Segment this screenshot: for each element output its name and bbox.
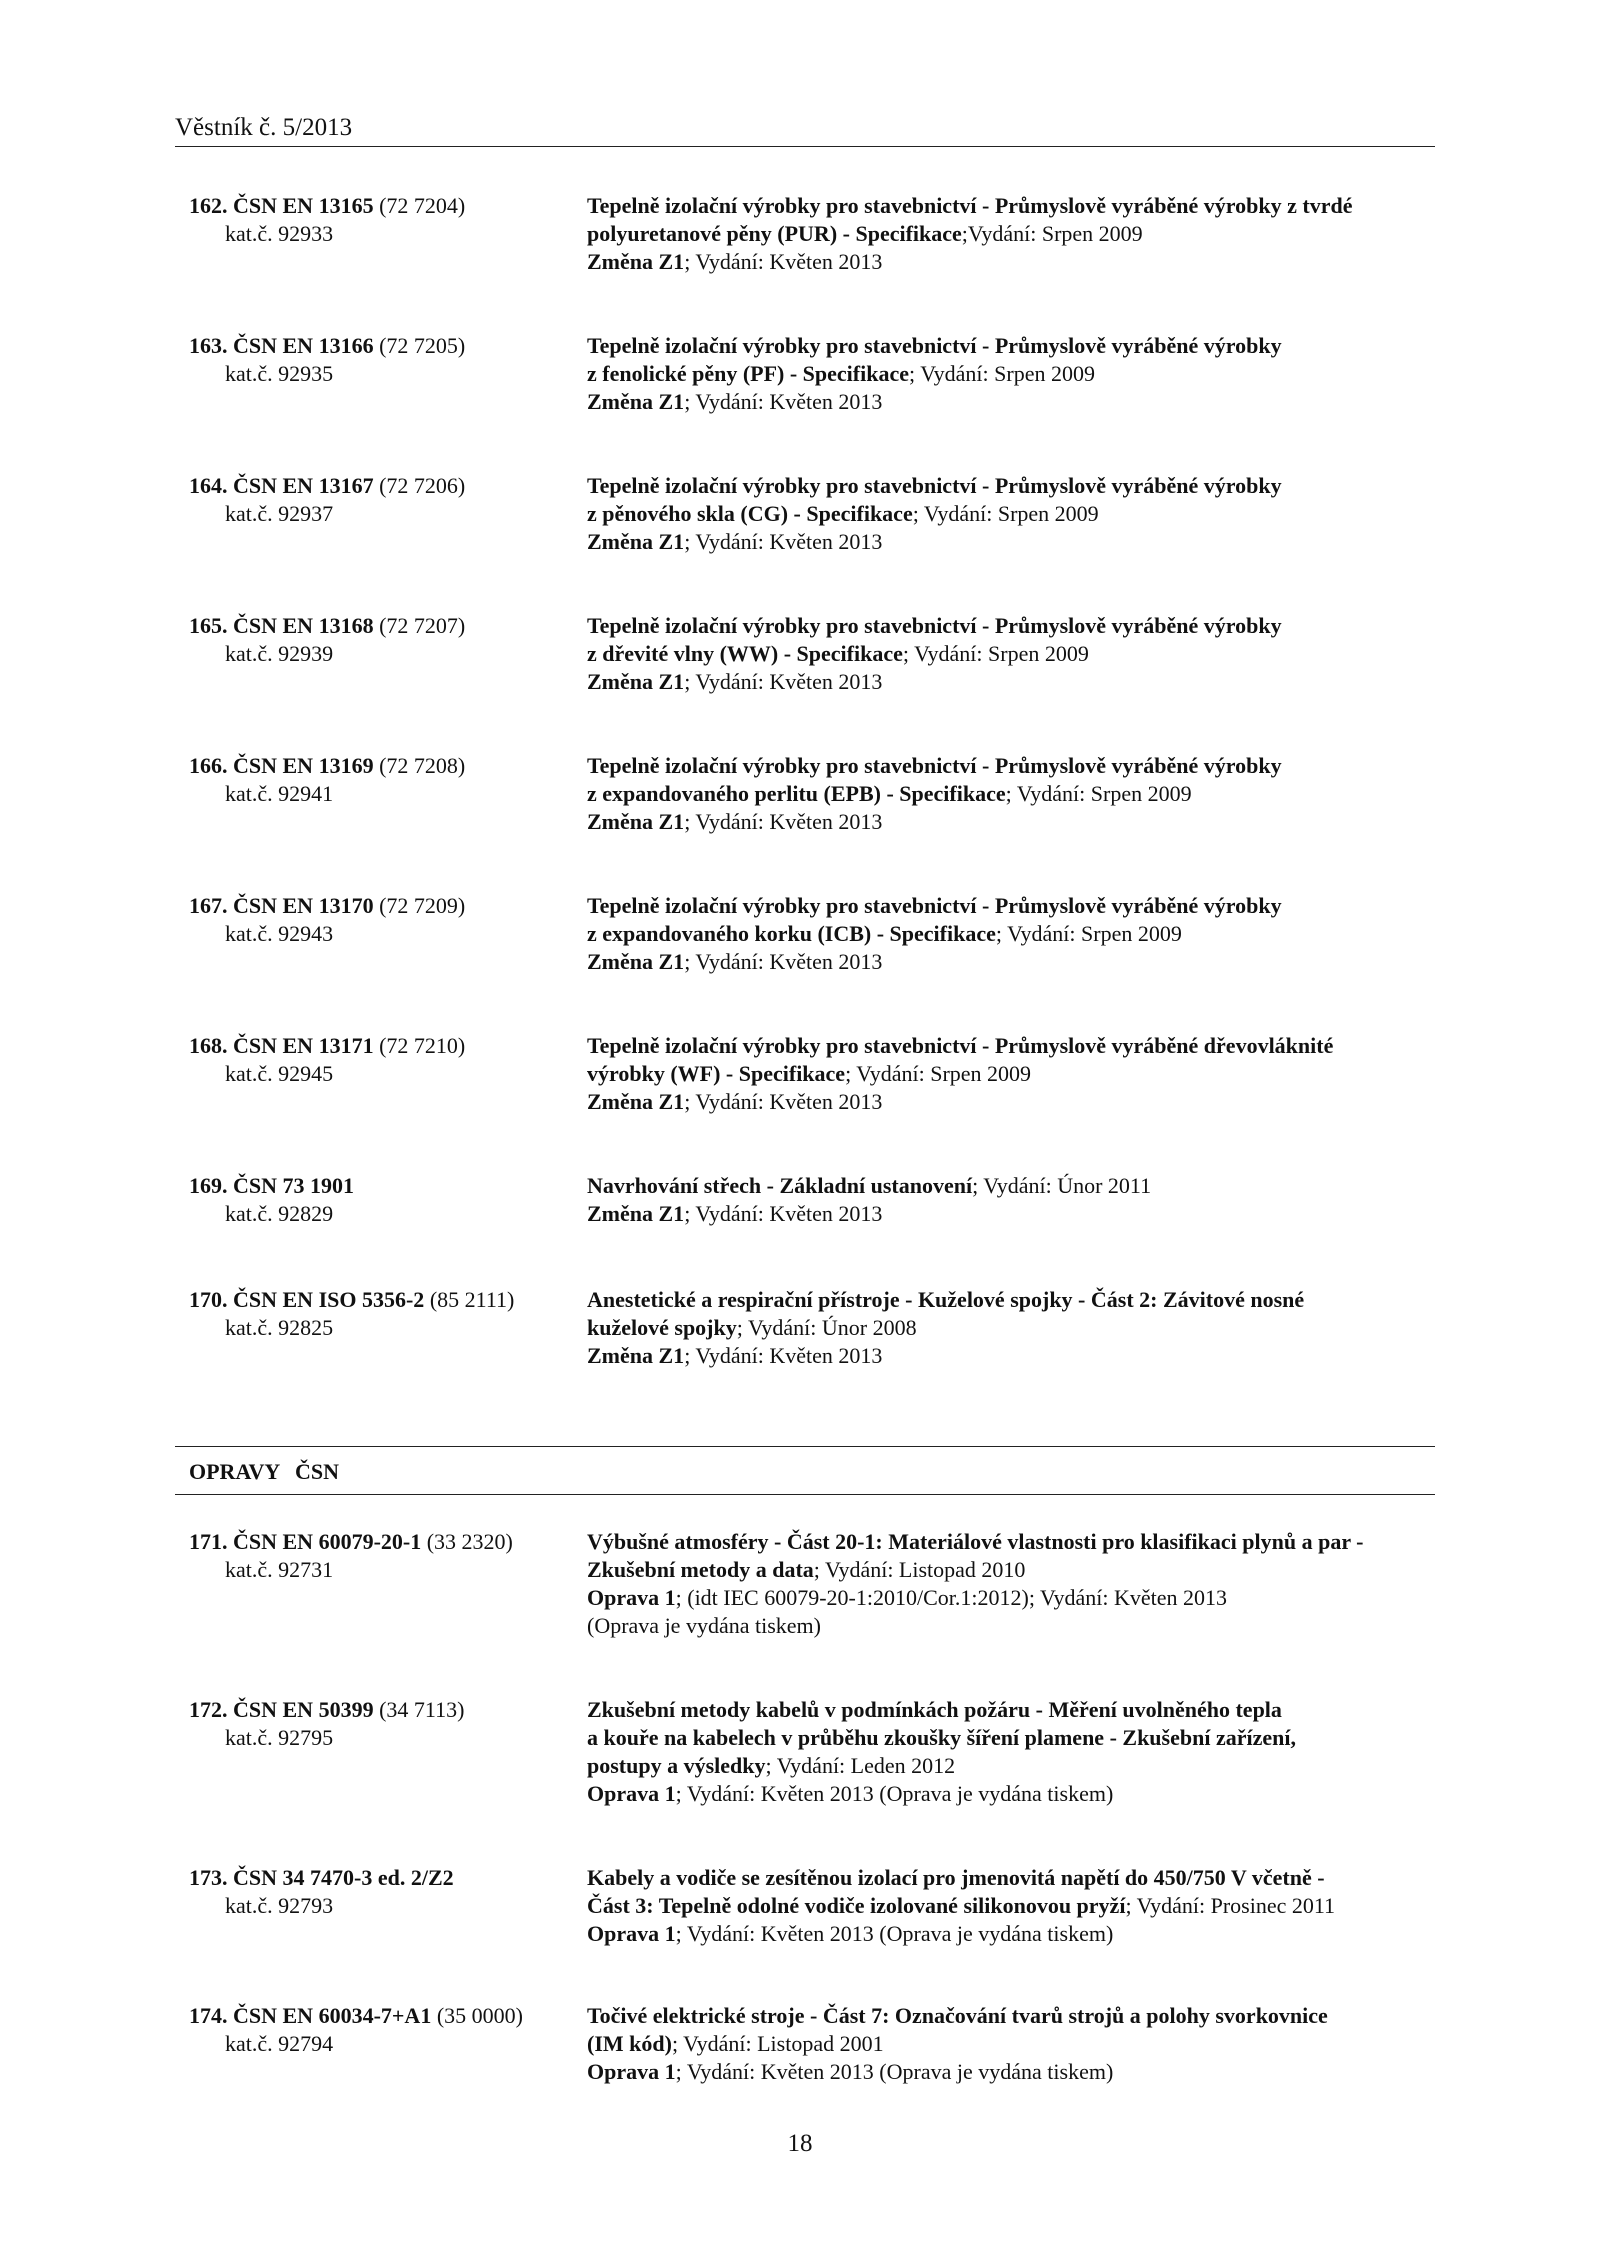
standard-entry [175,192,1435,276]
bold-text: Změna Z1 [587,1089,685,1114]
classification-code: (72 7204) [379,193,466,218]
entry-identifier [175,2002,587,2086]
catalog-number: kat.č. 92937 [225,501,334,526]
entry-code-line [175,752,587,780]
entry-description [587,332,1435,416]
entry-description [587,192,1435,276]
description-line [587,1780,1435,1808]
plain-text: ; Vydání: Listopad 2001 [671,2031,884,2056]
bold-text: z fenolické pěny (PF) - Specifikace [587,361,909,386]
plain-text: ; Vydání: Únor 2008 [736,1315,917,1340]
plain-text: ; Vydání: Květen 2013 [684,1201,883,1226]
description-line [587,1556,1435,1584]
description-line [587,892,1435,920]
description-line [587,780,1435,808]
entry-identifier [175,472,587,556]
plain-text: ; Vydání: Květen 2013 [684,249,883,274]
entry-code-line [175,2002,587,2030]
entry-code-line [175,1172,587,1200]
description-line [587,1314,1435,1342]
bold-text: z expandovaného korku (ICB) - Specifikace [587,921,996,946]
description-line [587,528,1435,556]
bold-text: Oprava 1 [587,2059,676,2084]
standard-entry [175,892,1435,976]
standard-code: ČSN 73 1901 [233,1173,355,1198]
description-line [587,2002,1435,2030]
entry-identifier [175,1286,587,1370]
bold-text: Zkušební metody a data [587,1557,814,1582]
standard-entry [175,472,1435,556]
bold-text: (IM kód) [587,2031,672,2056]
plain-text: ; Vydání: Květen 2013 [684,809,883,834]
entry-identifier [175,1172,587,1228]
plain-text: ; Vydání: Prosinec 2011 [1125,1893,1336,1918]
bold-text: Navrhování střech - Základní ustanovení [587,1173,973,1198]
entry-code-line [175,192,587,220]
standard-entry [175,1032,1435,1116]
description-line [587,1752,1435,1780]
plain-text: ; Vydání: Květen 2013 [684,1343,883,1368]
description-line [587,1724,1435,1752]
catalog-number: kat.č. 92795 [225,1725,334,1750]
description-line [587,808,1435,836]
entry-code-line [175,1286,587,1314]
entry-code-line [175,1864,587,1892]
standard-code: ČSN EN 60079-20-1 [233,1529,422,1554]
entry-code-line [175,1528,587,1556]
description-line [587,360,1435,388]
bold-text: Tepelně izolační výrobky pro stavebnictví - Průmyslově vyráběné dřevovláknité [587,1033,1334,1058]
description-line [587,2030,1435,2058]
bold-text: Anestetické a respirační přístroje - Kuželové spojky - Část 2: Závitové nosné [587,1287,1305,1312]
plain-text: ; Vydání: Listopad 2010 [813,1557,1026,1582]
plain-text: ; Vydání: Leden 2012 [765,1753,956,1778]
plain-text: ; Vydání: Srpen 2009 [995,921,1182,946]
bold-text: postupy a výsledky [587,1753,766,1778]
bold-text: Změna Z1 [587,529,685,554]
standard-entry [175,1528,1435,1640]
catalog-number: kat.č. 92941 [225,781,334,806]
header-rule [175,146,1435,147]
description-line [587,1864,1435,1892]
plain-text: ; Vydání: Květen 2013 (Oprava je vydána tiskem) [675,1921,1114,1946]
description-line [587,500,1435,528]
bold-text: Tepelně izolační výrobky pro stavebnictví - Průmyslově vyráběné výrobky [587,333,1282,358]
section-rule-bottom [175,1494,1435,1495]
bold-text: Změna Z1 [587,249,685,274]
entry-identifier [175,612,587,696]
description-line [587,640,1435,668]
entry-code-line [175,892,587,920]
entry-number: 162. [189,193,228,218]
catalog-number: kat.č. 92943 [225,921,334,946]
standard-entry [175,332,1435,416]
standard-code: ČSN EN 13169 [233,753,374,778]
bold-text: Změna Z1 [587,389,685,414]
entry-description [587,1172,1435,1228]
classification-code: (72 7205) [379,333,466,358]
classification-code: (72 7210) [379,1033,466,1058]
standard-code: ČSN EN 13170 [233,893,374,918]
entry-number: 164. [189,473,228,498]
entry-description [587,752,1435,836]
description-line [587,1892,1435,1920]
catalog-number: kat.č. 92935 [225,361,334,386]
classification-code: (72 7209) [379,893,466,918]
catalog-number: kat.č. 92829 [225,1201,334,1226]
description-line [587,1528,1435,1556]
bold-text: Tepelně izolační výrobky pro stavebnictví - Průmyslově vyráběné výrobky [587,473,1282,498]
standard-code: ČSN EN 50399 [233,1697,374,1722]
bold-text: Část 3: Tepelně odolné vodiče izolované silikonovou pryží [587,1893,1126,1918]
section-title: OPRAVY ČSN [189,1459,339,1484]
plain-text: ; Vydání: Srpen 2009 [1005,781,1192,806]
classification-code: (33 2320) [426,1529,513,1554]
description-line [587,1060,1435,1088]
entry-description [587,612,1435,696]
plain-text: ; Vydání: Květen 2013 [684,669,883,694]
standard-code: ČSN EN 13166 [233,333,374,358]
entry-number: 173. [189,1865,228,1890]
entry-number: 167. [189,893,228,918]
description-line [587,472,1435,500]
entry-code-line [175,1696,587,1724]
standard-entry [175,752,1435,836]
description-line [587,1920,1435,1948]
bold-text: Tepelně izolační výrobky pro stavebnictví - Průmyslově vyráběné výrobky [587,893,1282,918]
bold-text: z expandovaného perlitu (EPB) - Specifikace [587,781,1006,806]
catalog-number: kat.č. 92933 [225,221,334,246]
description-line [587,192,1435,220]
description-line [587,1032,1435,1060]
bold-text: Tepelně izolační výrobky pro stavebnictví - Průmyslově vyráběné výrobky z tvrdé [587,193,1353,218]
entry-description [587,1286,1435,1370]
description-line [587,248,1435,276]
entry-number: 174. [189,2003,228,2028]
plain-text: ; Vydání: Únor 2011 [972,1173,1152,1198]
description-line [587,920,1435,948]
description-line [587,2058,1435,2086]
standard-code: ČSN EN 13167 [233,473,374,498]
bold-text: Oprava 1 [587,1781,676,1806]
classification-code: (72 7208) [379,753,466,778]
description-line [587,388,1435,416]
entry-identifier [175,752,587,836]
page-header: Věstník č. 5/2013 [175,114,353,141]
bold-text: Oprava 1 [587,1585,676,1610]
entry-description [587,472,1435,556]
bold-text: výrobky (WF) - Specifikace [587,1061,846,1086]
description-line [587,1584,1435,1612]
page-number: 18 [787,2130,813,2157]
bold-text: Točivé elektrické stroje - Část 7: Označování tvarů strojů a polohy svorkovnice [587,2003,1328,2028]
description-line [587,948,1435,976]
plain-text: ; (idt IEC 60079-20-1:2010/Cor.1:2012); Vydání: Květen 2013 [675,1585,1228,1610]
bold-text: Oprava 1 [587,1921,676,1946]
bold-text: z dřevité vlny (WW) - Specifikace [587,641,903,666]
catalog-number: kat.č. 92939 [225,641,334,666]
plain-text: ; Vydání: Srpen 2009 [912,501,1099,526]
entry-number: 166. [189,753,228,778]
entry-number: 163. [189,333,228,358]
bold-text: z pěnového skla (CG) - Specifikace [587,501,913,526]
description-line [587,1172,1435,1200]
classification-code: (35 0000) [436,2003,523,2028]
bold-text: Výbušné atmosféry - Část 20-1: Materiálové vlastnosti pro klasifikaci plynů a par - [587,1529,1364,1554]
entry-code-line [175,612,587,640]
catalog-number: kat.č. 92945 [225,1061,334,1086]
bold-text: Změna Z1 [587,949,685,974]
entry-code-line [175,332,587,360]
standard-entry [175,1864,1435,1948]
standard-entry [175,1286,1435,1370]
entry-description [587,2002,1435,2086]
standard-entry [175,1696,1435,1808]
description-line [587,1088,1435,1116]
plain-text: ; Vydání: Srpen 2009 [845,1061,1032,1086]
description-line [587,1342,1435,1370]
bold-text: Změna Z1 [587,1343,685,1368]
entry-number: 170. [189,1287,228,1312]
bold-text: Změna Z1 [587,1201,685,1226]
entry-code-line [175,1032,587,1060]
bold-text: Kabely a vodiče se zesítěnou izolací pro jmenovitá napětí do 450/750 V včetně - [587,1865,1325,1890]
bold-text: kuželové spojky [587,1315,737,1340]
classification-code: (85 2111) [429,1287,515,1312]
bold-text: a kouře na kabelech v průběhu zkoušky šíření plamene - Zkušební zařízení, [587,1725,1296,1750]
plain-text: ; Vydání: Srpen 2009 [909,361,1095,386]
standard-entry [175,2002,1435,2086]
bold-text: Změna Z1 [587,669,685,694]
description-line [587,1286,1435,1314]
catalog-number: kat.č. 92731 [225,1557,334,1582]
entry-description [587,1032,1435,1116]
entry-number: 169. [189,1173,228,1198]
classification-code: (72 7207) [379,613,466,638]
entry-identifier [175,1864,587,1948]
standard-code: ČSN EN 13165 [233,193,374,218]
plain-text: ; Vydání: Květen 2013 (Oprava je vydána tiskem) [675,1781,1114,1806]
entry-identifier [175,1032,587,1116]
entry-description [587,1864,1435,1948]
description-line [587,1612,1435,1640]
plain-text: ; Vydání: Srpen 2009 [902,641,1089,666]
standard-code: ČSN EN 13168 [233,613,374,638]
plain-text: ; Vydání: Květen 2013 [684,1089,883,1114]
bold-text: Tepelně izolační výrobky pro stavebnictví - Průmyslově vyráběné výrobky [587,613,1282,638]
catalog-number: kat.č. 92794 [225,2031,334,2056]
standard-code: ČSN EN 60034-7+A1 [233,2003,432,2028]
entry-identifier [175,1528,587,1640]
description-line [587,668,1435,696]
entry-identifier [175,192,587,276]
standard-code: ČSN EN ISO 5356-2 [233,1287,425,1312]
entry-identifier [175,892,587,976]
entry-description [587,892,1435,976]
plain-text: ; Vydání: Květen 2013 [684,949,883,974]
description-line [587,220,1435,248]
description-line [587,1200,1435,1228]
entry-number: 168. [189,1033,228,1058]
entry-identifier [175,332,587,416]
standard-code: ČSN EN 13171 [233,1033,374,1058]
entry-number: 165. [189,613,228,638]
plain-text: ;Vydání: Srpen 2009 [961,221,1143,246]
section-rule-top [175,1446,1435,1447]
classification-code: (34 7113) [379,1697,465,1722]
entry-identifier [175,1696,587,1808]
entry-number: 171. [189,1529,228,1554]
description-line [587,752,1435,780]
catalog-number: kat.č. 92825 [225,1315,334,1340]
description-line [587,332,1435,360]
catalog-number: kat.č. 92793 [225,1893,334,1918]
entry-code-line [175,472,587,500]
bold-text: Změna Z1 [587,809,685,834]
plain-text: (Oprava je vydána tiskem) [587,1613,821,1638]
standard-code: ČSN 34 7470-3 ed. 2/Z2 [233,1865,454,1890]
plain-text: ; Vydání: Květen 2013 (Oprava je vydána tiskem) [675,2059,1114,2084]
entry-description [587,1528,1435,1640]
standard-entry [175,612,1435,696]
plain-text: ; Vydání: Květen 2013 [684,389,883,414]
bold-text: Tepelně izolační výrobky pro stavebnictví - Průmyslově vyráběné výrobky [587,753,1282,778]
entry-number: 172. [189,1697,228,1722]
bold-text: Zkušební metody kabelů v podmínkách požáru - Měření uvolněného tepla [587,1697,1282,1722]
entry-description [587,1696,1435,1808]
classification-code: (72 7206) [379,473,466,498]
plain-text: ; Vydání: Květen 2013 [684,529,883,554]
bold-text: polyuretanové pěny (PUR) - Specifikace [587,221,962,246]
standard-entry [175,1172,1435,1228]
description-line [587,1696,1435,1724]
description-line [587,612,1435,640]
